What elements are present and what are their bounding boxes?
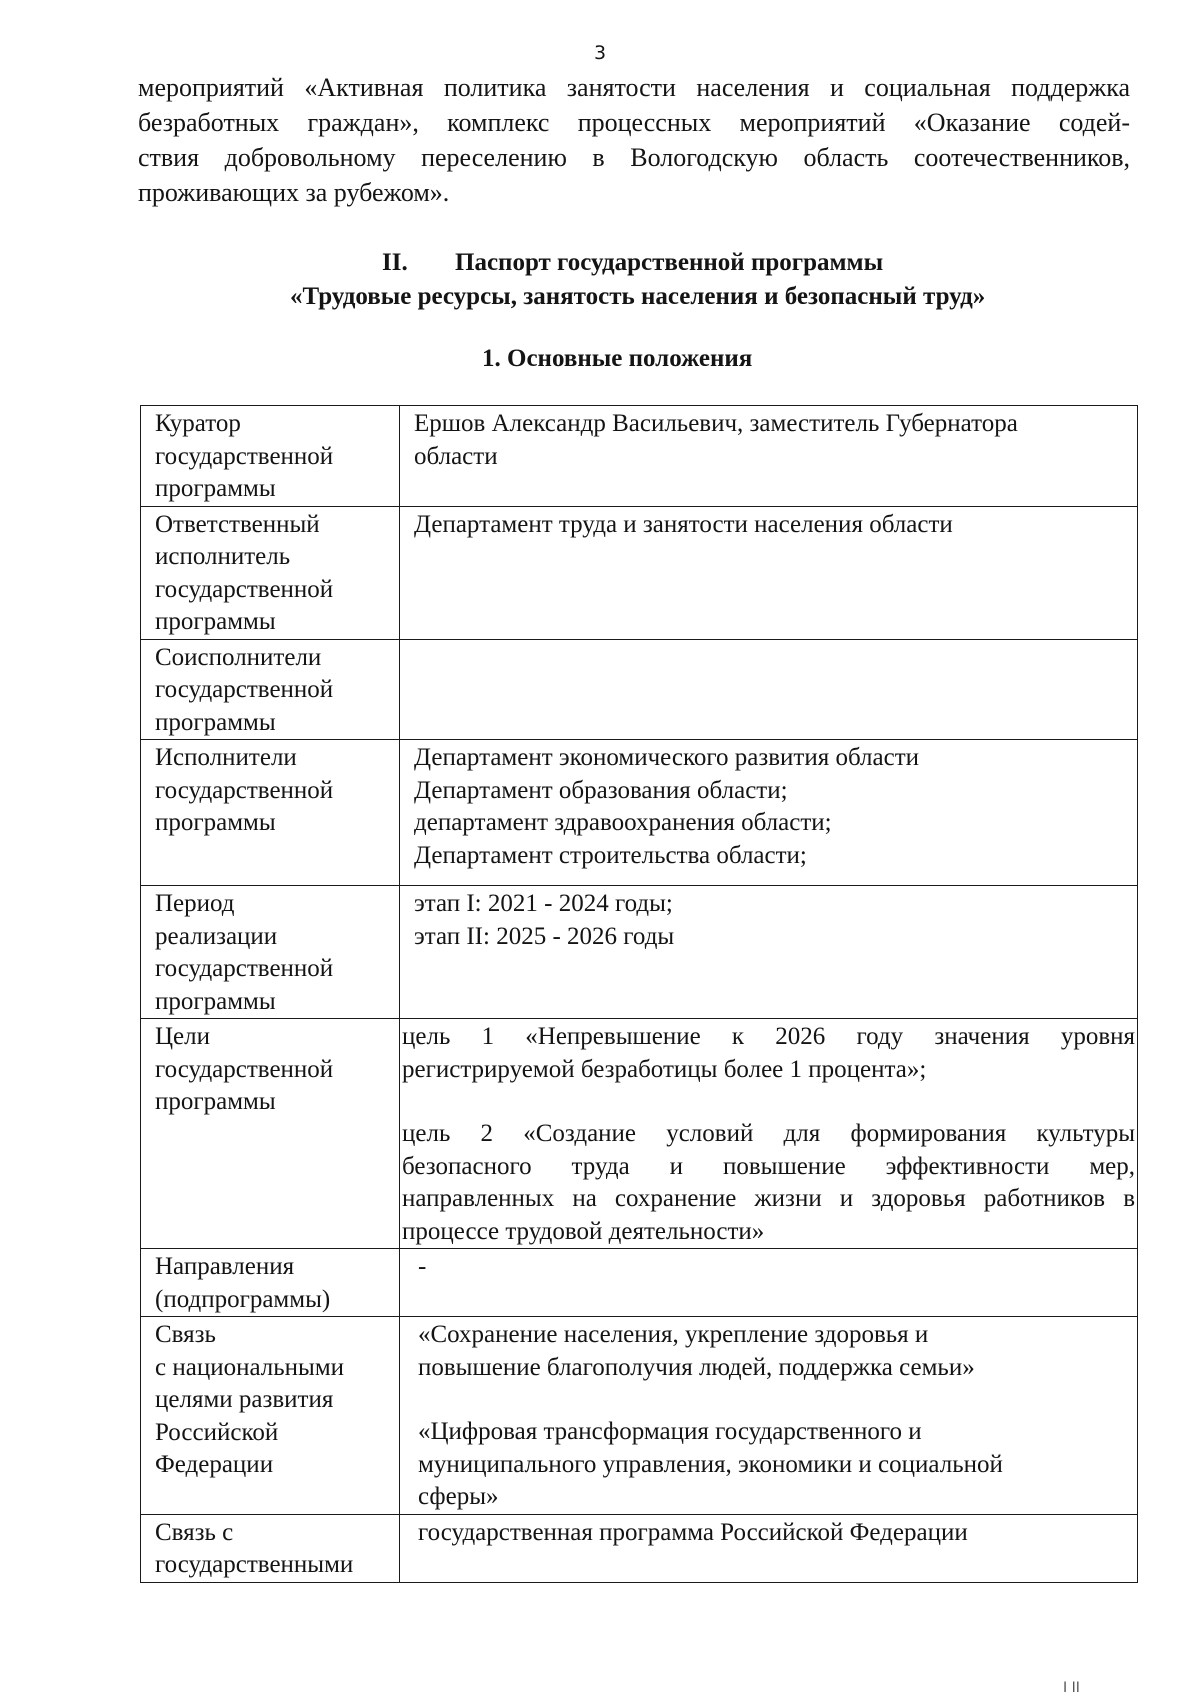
value-line: сферы» [418,1483,499,1510]
table-row [141,1249,1138,1317]
row-label [141,886,400,1019]
label-line: государственной [155,1055,334,1083]
label-line: программы [155,475,276,502]
value-line: Департамент строительства области; [414,841,807,869]
label-line: Куратор [155,410,241,437]
value-line: «Сохранение населения, укрепление здоровья и [418,1321,929,1348]
table-row [141,886,1138,1019]
label-line: программы [155,608,276,635]
label-line: Связь [155,1321,216,1348]
label-line: исполнитель [155,543,291,570]
row-label [141,740,400,886]
label-line: Цели [155,1023,211,1050]
value-line: этап II: 2025 - 2026 годы [414,922,675,950]
goal-line: направленных на сохранение жизни и здоровья работников в [402,1185,1135,1212]
table-row [141,1317,1138,1515]
row-label [141,1019,400,1249]
value-line: государственная программа Российской Федерации [418,1518,968,1546]
label-line: государственной [155,575,334,603]
goal-line: безопасного труда и повышение эффективности мер, [402,1152,1135,1180]
intro-line: мероприятий «Активная политика занятости населения и социальная поддержка [138,73,1130,102]
table-row [141,639,1138,740]
label-line: программы [155,1088,276,1115]
table-row [141,1019,1138,1249]
goal-line: цель 1 «Непревышение к 2026 году значения уровня [402,1023,1135,1050]
label-line: государственной [155,955,334,982]
section-title-line2: «Трудовые ресурсы, занятость населения и безопасный труд» [290,283,986,310]
label-line: программы [155,708,276,736]
row-label [141,1249,400,1317]
value-line: Департамент экономического развития области [414,744,920,771]
table-row [141,506,1138,639]
label-line: Направления [155,1253,295,1280]
row-label [141,406,400,507]
label-line: Федерации [155,1451,274,1478]
row-value [400,886,1138,1019]
footer-mark: I II [1063,1680,1080,1696]
row-value [400,1019,1138,1249]
value-line: Ершов Александр Васильевич, заместитель Губернатора [414,410,1018,437]
label-line: государственной [155,776,334,804]
intro-line: безработных граждан», комплекс процессных мероприятий «Оказание содей- [138,108,1130,137]
value-line: повышение благополучия людей, поддержка семьи» [418,1353,975,1381]
spacer [402,1086,1135,1118]
page-number: 3 [593,42,607,64]
row-value [400,1249,1138,1317]
row-value [400,1514,1138,1582]
value-line: «Цифровая трансформация государственного и [418,1418,922,1445]
value-line: муниципального управления, экономики и социальной [418,1450,1003,1478]
value-line: Департамент образования области; [414,776,788,804]
label-line: Исполнители [155,744,297,771]
label-line: программы [155,809,276,836]
label-line: целями развития [155,1386,334,1413]
table-row [141,1514,1138,1582]
label-line: Связь с [155,1518,234,1546]
table-row [141,406,1138,507]
row-label [141,1514,400,1582]
label-line: Период [155,890,235,917]
goal-line: процессе трудовой деятельности» [402,1217,765,1245]
label-line: реализации [155,922,278,950]
label-line: государственной [155,442,334,470]
spacer [418,1384,1135,1416]
label-line: (подпрограммы) [155,1285,331,1313]
row-value [400,639,1138,740]
row-label [141,639,400,740]
row-label [141,506,400,639]
label-line: программы [155,987,276,1015]
section-title-line1: Паспорт государственной программы [455,249,884,276]
label-line: Соисполнители [155,643,322,671]
intro-line: проживающих за рубежом». [138,178,450,207]
row-value [400,1317,1138,1515]
intro-line: ствия добровольному переселению в Вологодскую область соотечественников, [138,143,1130,172]
value-line: этап I: 2021 - 2024 годы; [414,890,673,917]
row-label [141,1317,400,1515]
value-line: - [418,1253,427,1280]
row-value [400,406,1138,507]
row-value [400,506,1138,639]
value-line: Департамент труда и занятости населения области [414,510,953,538]
goal-line: цель 2 «Создание условий для формирования культуры [402,1120,1135,1147]
label-line: государственной [155,676,334,703]
label-line: с национальными [155,1353,345,1381]
value-line: департамент здравоохранения области; [414,809,832,836]
label-line: государственными [155,1551,354,1578]
row-value [400,740,1138,886]
table-row [141,740,1138,886]
section-subtitle: 1. Основные положения [482,345,753,372]
label-line: Российской [155,1418,279,1446]
value-line: области [414,442,498,470]
goal-line: регистрируемой безработицы более 1 процента»; [402,1055,927,1083]
passport-table [140,405,1138,1583]
label-line: Ответственный [155,510,320,538]
section-number: II. [382,249,408,276]
intro-paragraph [138,70,1130,210]
